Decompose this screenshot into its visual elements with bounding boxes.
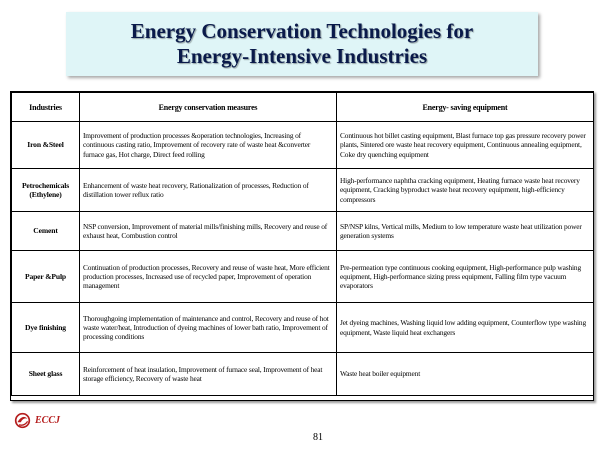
measures-cell: Thoroughgoing implementation of maintenance and control, Recovery and reuse of hot waste water/heat, Introduction of dyeing machines of lower bath ratio, Improvement of processing conditions bbox=[80, 303, 337, 353]
eccj-logo bbox=[14, 412, 60, 429]
table-row bbox=[12, 353, 594, 396]
equipment-cell: High-performance naphtha cracking equipment, Heating furnace waste heat recovery equipment, Cracking byproduct waste heat recovery equipment, high-efficiency compressors bbox=[337, 169, 594, 212]
header-industries: Industries bbox=[12, 93, 80, 122]
measures-cell: Improvement of production processes &operation technologies, Increasing of continuous casting ratio, Improvement of recovery rate of waste heat &converter furnace gas, Hot charge, Direct feed rolling bbox=[80, 122, 337, 169]
equipment-cell: Continuous hot billet casting equipment, Blast furnace top gas pressure recovery power plants, Sintered ore waste heat recovery equipment, Continuous annealing equipment, Coke dry quenching equipment bbox=[337, 122, 594, 169]
equipment-cell: Pre-permeation type continuous cooking equipment, High-performance pulp washing equipment, High-performance sizing press equipment, Falling film type vacuum evaporators bbox=[337, 251, 594, 303]
industry-cell: Cement bbox=[12, 212, 80, 251]
equipment-cell: Jet dyeing machines, Washing liquid low adding equipment, Counterflow type washing equipment, Waste liquid heat exchangers bbox=[337, 303, 594, 353]
table-row bbox=[12, 251, 594, 303]
measures-table-frame bbox=[10, 91, 594, 401]
industry-cell: Dye finishing bbox=[12, 303, 80, 353]
header-equipment: Energy- saving equipment bbox=[337, 93, 594, 122]
page-number: 81 bbox=[313, 432, 323, 443]
table-row bbox=[12, 212, 594, 251]
industry-cell: Paper &Pulp bbox=[12, 251, 80, 303]
eccj-swirl-icon bbox=[14, 412, 31, 429]
title-banner bbox=[66, 12, 538, 76]
measures-cell: Continuation of production processes, Recovery and reuse of waste heat, More efficient production processes, Increased use of recycled paper, Improvement of operation management bbox=[80, 251, 337, 303]
equipment-cell: SP/NSP kilns, Vertical mills, Medium to low temperature waste heat utilization power generation systems bbox=[337, 212, 594, 251]
header-measures: Energy conservation measures bbox=[80, 93, 337, 122]
table-row bbox=[12, 169, 594, 212]
table-header-row bbox=[12, 93, 594, 122]
measures-table bbox=[11, 92, 594, 396]
table-row bbox=[12, 122, 594, 169]
measures-cell: NSP conversion, Improvement of material mills/finishing mills, Recovery and reuse of exhaust heat, Combustion control bbox=[80, 212, 337, 251]
logo-text: ECCJ bbox=[35, 415, 61, 426]
measures-cell: Enhancement of waste heat recovery, Rationalization of processes, Reduction of distillation tower reflux ratio bbox=[80, 169, 337, 212]
equipment-cell: Waste heat boiler equipment bbox=[337, 353, 594, 396]
industry-cell: Petrochemicals (Ethylene) bbox=[12, 169, 80, 212]
industry-cell: Iron &Steel bbox=[12, 122, 80, 169]
industry-cell: Sheet glass bbox=[12, 353, 80, 396]
title-line-2: Energy-Intensive Industries bbox=[176, 44, 428, 68]
table-row bbox=[12, 303, 594, 353]
title-line-1: Energy Conservation Technologies for bbox=[130, 19, 474, 43]
measures-cell: Reinforcement of heat insulation, Improvement of furnace seal, Improvement of heat storage efficiency, Recovery of waste heat bbox=[80, 353, 337, 396]
